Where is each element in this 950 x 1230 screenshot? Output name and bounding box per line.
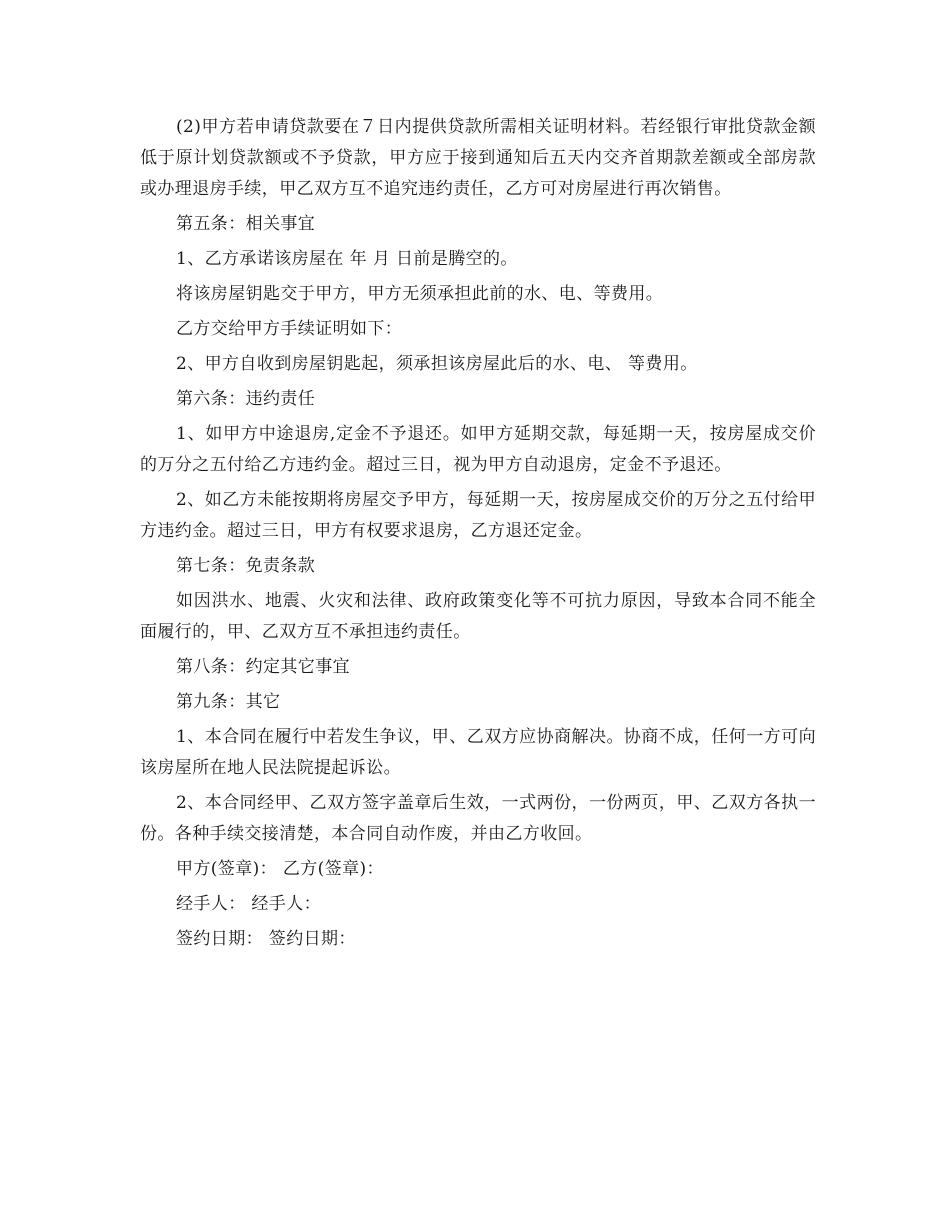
paragraph-documents-list: 乙方交给甲方手续证明如下： <box>176 319 403 339</box>
paragraph-utility-costs: 2、甲方自收到房屋钥匙起，须承担该房屋此后的水、电、 等费用。 <box>176 354 698 374</box>
heading-article-6: 第六条：违约责任 <box>176 389 316 409</box>
heading-article-8: 第八条：约定其它事宜 <box>176 657 350 677</box>
paragraph-key-handover: 将该房屋钥匙交于甲方，甲方无须承担此前的水、电、等费用。 <box>176 284 664 304</box>
paragraph-force-majeure: 如因洪水、地震、火灾和法律、政府政策变化等不可抗力原因，导致本合同不能全面履行的，甲、乙双方互不承担违约责任。 <box>140 591 816 642</box>
paragraph-buyer-default: 1、如甲方中途退房,定金不予退还。如甲方延期交款，每延期一天，按房屋成交价的万分之五付给乙方违约金。超过三日，视为甲方自动退房，定金不予退还。 <box>140 424 816 475</box>
signature-line-dates: 签约日期： 签约日期： <box>176 929 356 949</box>
signature-line-parties: 甲方(签章)： 乙方(签章)： <box>176 859 384 879</box>
paragraph-dispute-resolution: 1、本合同在履行中若发生争议，甲、乙双方应协商解决。协商不成，任何一方可向该房屋所在地人民法院提起诉讼。 <box>140 727 816 778</box>
paragraph-contract-effect: 2、本合同经甲、乙双方签字盖章后生效，一式两份，一份两页，甲、乙双方各执一份。各种手续交接清楚，本合同自动作废，并由乙方收回。 <box>140 793 816 844</box>
paragraph-loan-clause: (2)甲方若申请贷款要在７日内提供贷款所需相关证明材料。若经银行审批贷款金额低于原计划贷款额或不予贷款，甲方应于接到通知后五天内交齐首期款差额或全部房款或办理退房手续，甲乙双方互不追究违约责任，乙方可对房屋进行再次销售。 <box>140 117 816 199</box>
heading-article-5: 第五条：相关事宜 <box>176 214 316 234</box>
signature-line-handlers: 经手人： 经手人： <box>176 894 322 914</box>
heading-article-9: 第九条：其它 <box>176 692 281 712</box>
paragraph-vacate-date: 1、乙方承诺该房屋在 年 月 日前是腾空的。 <box>176 249 518 269</box>
paragraph-seller-default: 2、如乙方未能按期将房屋交予甲方，每延期一天，按房屋成交价的万分之五付给甲方违约金。超过三日，甲方有权要求退房，乙方退还定金。 <box>140 490 816 541</box>
document-body <box>140 112 816 955</box>
heading-article-7: 第七条：免责条款 <box>176 556 316 576</box>
